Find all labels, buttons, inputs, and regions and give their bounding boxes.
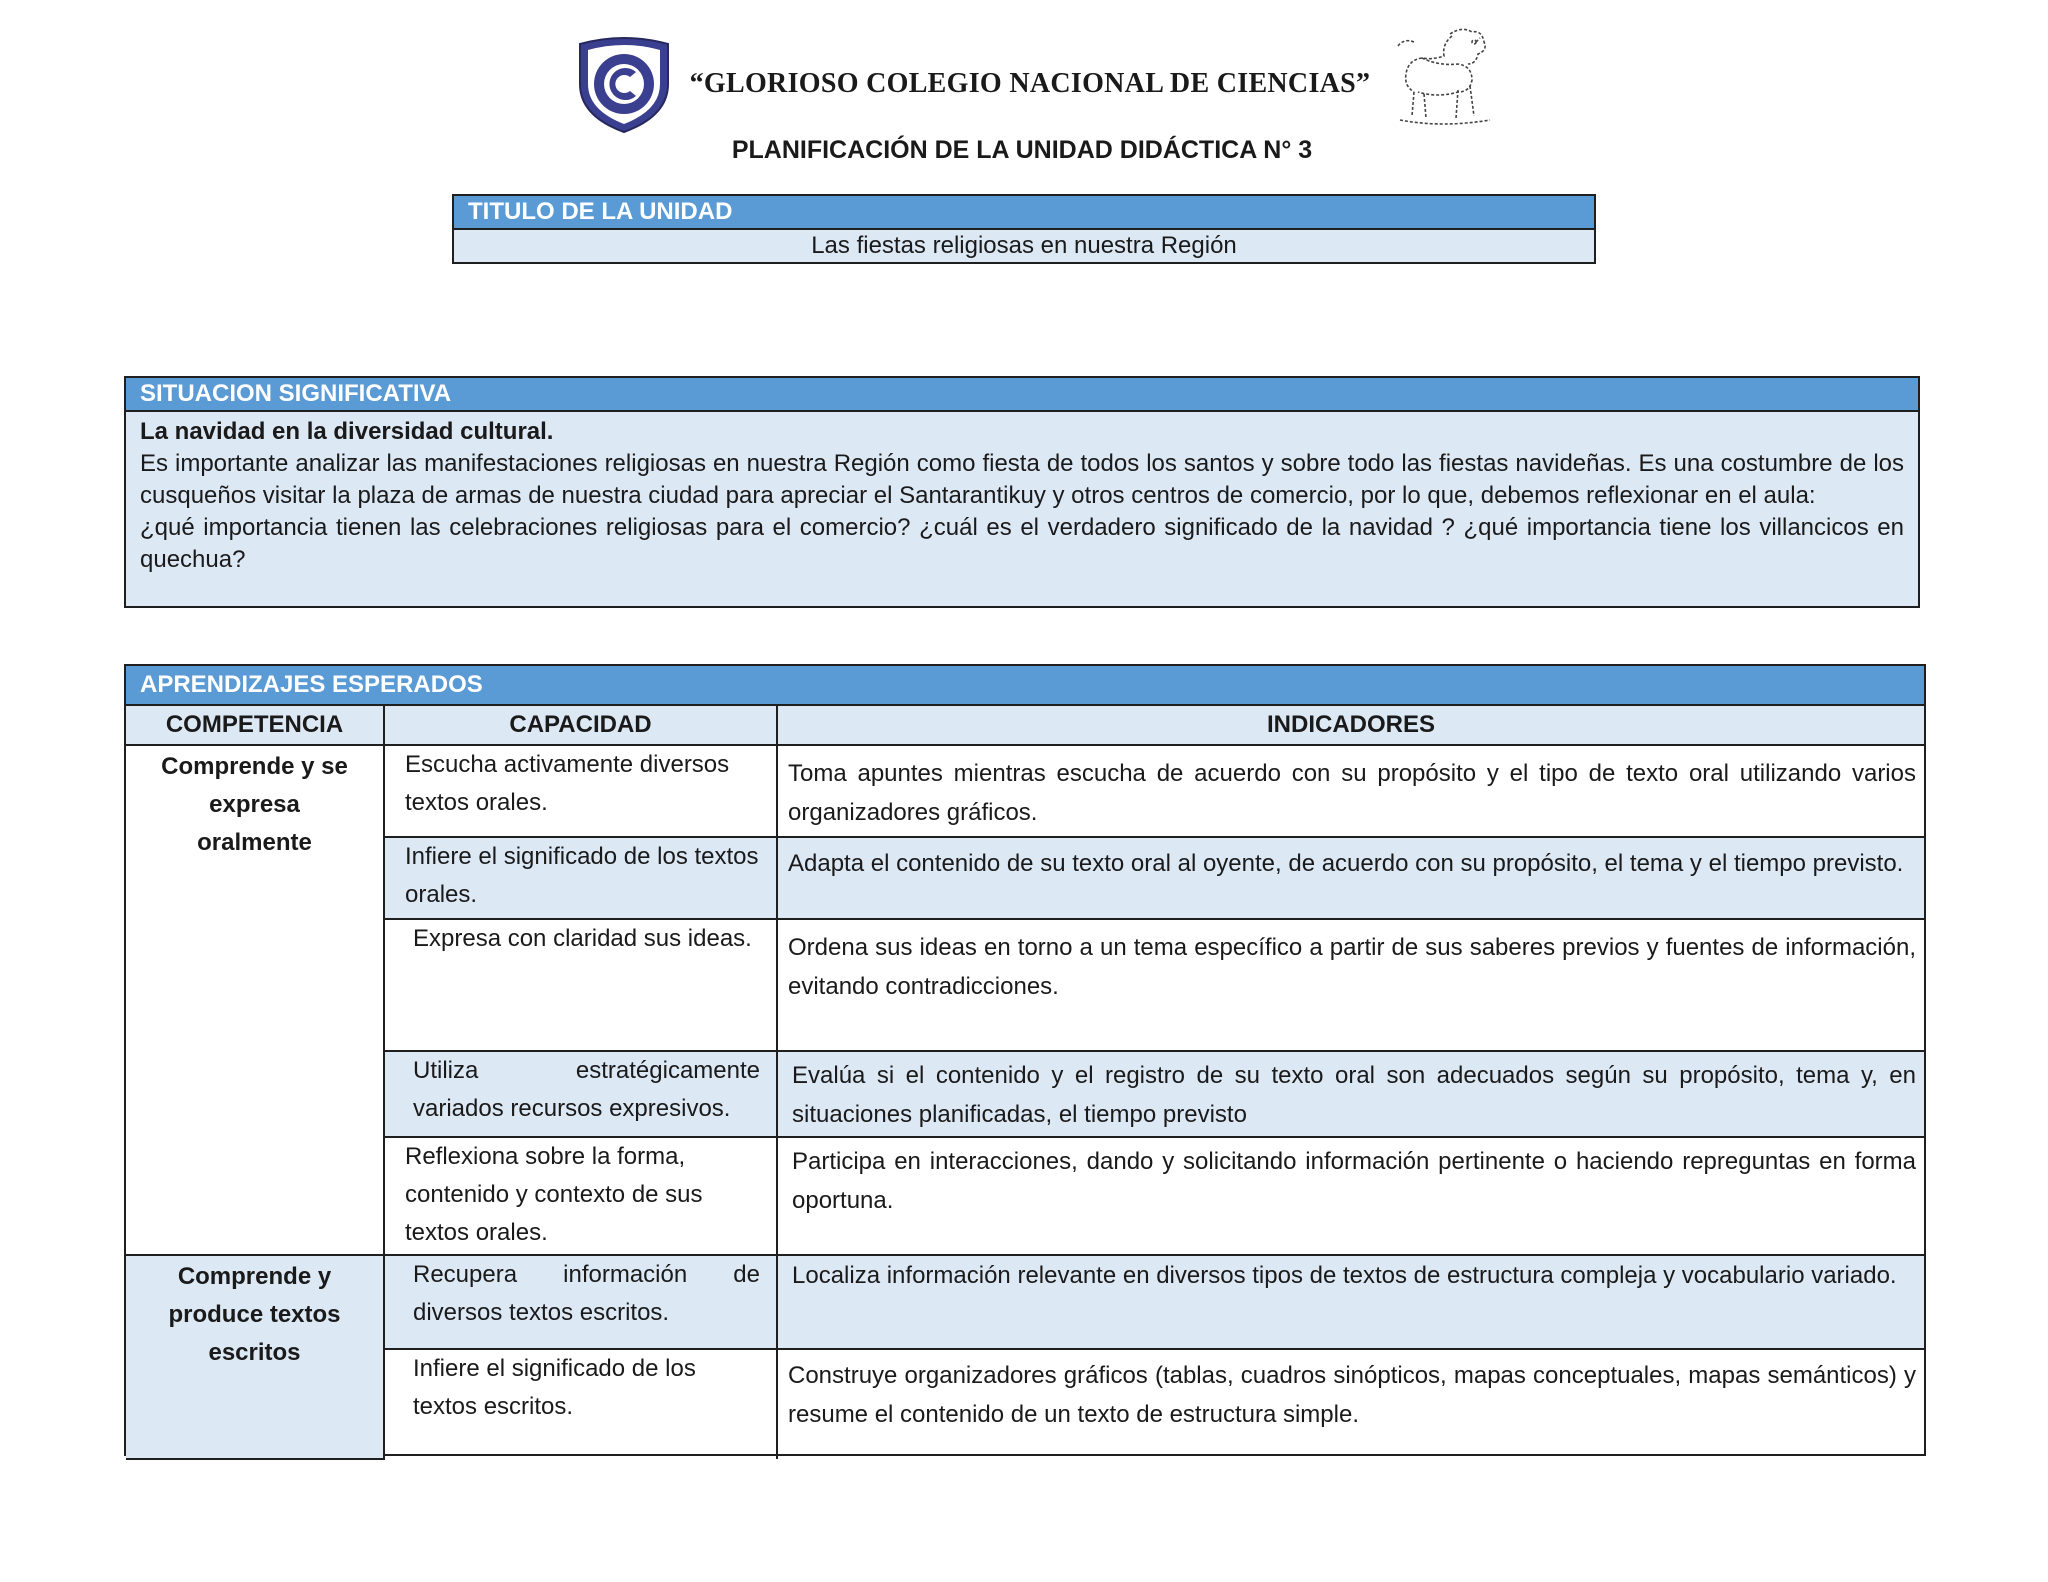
capacity-cell: Reflexiona sobre la forma, contenido y contexto de sus textos orales. — [384, 1137, 777, 1255]
learning-table-box — [124, 664, 1926, 1456]
table-row — [126, 1255, 1924, 1349]
situation-body — [126, 412, 1918, 606]
indicator-cell: Localiza información relevante en diversos tipos de textos de estructura compleja y vocabulario variado. — [777, 1255, 1924, 1349]
learning-label: APRENDIZAJES ESPERADOS — [126, 666, 1924, 706]
indicator-cell: Ordena sus ideas en torno a un tema específico a partir de sus saberes previos y fuentes de información, evitando contradicciones. — [777, 919, 1924, 1051]
table-row — [126, 919, 1924, 1051]
unit-plan-title: PLANIFICACIÓN DE LA UNIDAD DIDÁCTICA N° 3 — [731, 136, 1313, 164]
table-row — [126, 837, 1924, 919]
indicator-cell: Adapta el contenido de su texto oral al oyente, de acuerdo con su propósito, el tema y el tiempo previsto. — [777, 837, 1924, 919]
unit-title-label: TITULO DE LA UNIDAD — [454, 196, 1594, 230]
situation-label: SITUACION SIGNIFICATIVA — [126, 378, 1918, 412]
indicator-cell: Evalúa si el contenido y el registro de su texto oral son adecuados según su propósito, tema y, en situaciones planificadas, el tiempo previsto — [777, 1051, 1924, 1137]
table-row — [126, 745, 1924, 837]
capacity-cell: Infiere el significado de los textos orales. — [384, 837, 777, 919]
unit-title-box — [452, 194, 1596, 264]
capacity-cell: Recupera información de diversos textos escritos. — [384, 1255, 777, 1349]
unit-title-value: Las fiestas religiosas en nuestra Región — [454, 230, 1594, 262]
competency-cell: Comprende y produce textos escritos — [126, 1255, 384, 1459]
school-crest-logo — [574, 34, 674, 134]
llama-emblem-logo — [1392, 20, 1496, 132]
table-row — [126, 1349, 1924, 1459]
indicator-cell: Participa en interacciones, dando y solicitando información pertinente o haciendo repreguntas en forma oportuna. — [777, 1137, 1924, 1255]
indicator-cell: Construye organizadores gráficos (tablas, cuadros sinópticos, mapas conceptuales, mapas semánticos) y resume el contenido de un texto de estructura simple. — [777, 1349, 1924, 1459]
column-header-capacidad: CAPACIDAD — [384, 706, 777, 745]
competency-cell: Comprende y se expresa oralmente — [126, 745, 384, 1255]
table-row — [126, 1137, 1924, 1255]
capacity-cell: Infiere el significado de los textos escritos. — [384, 1349, 777, 1459]
column-header-indicadores: INDICADORES — [777, 706, 1924, 745]
table-row — [126, 1051, 1924, 1137]
situation-questions: ¿qué importancia tienen las celebraciones religiosas para el comercio? ¿cuál es el verdadero significado de la navidad ? ¿qué importancia tiene los villancicos en quechua? — [140, 514, 1904, 573]
school-name: “GLORIOSO COLEGIO NACIONAL DE CIENCIAS” — [689, 68, 1371, 99]
capacity-cell: Expresa con claridad sus ideas. — [384, 919, 777, 1051]
situation-heading: La navidad en la diversidad cultural. — [140, 418, 554, 445]
situation-paragraph: Es importante analizar las manifestaciones religiosas en nuestra Región como fiesta de todos los santos y sobre todo las fiestas navideñas. Es una costumbre de los cusqueños visitar la plaza de armas de nuestra ciudad para apreciar el Santarantikuy y otros centros de comercio, por lo que, debemos reflexionar en el aula: — [140, 450, 1904, 509]
learning-table — [126, 706, 1924, 1460]
table-header-row — [126, 706, 1924, 745]
situation-box — [124, 376, 1920, 608]
indicator-cell: Toma apuntes mientras escucha de acuerdo con su propósito y el tipo de texto oral utilizando varios organizadores gráficos. — [777, 745, 1924, 837]
capacity-cell: Escucha activamente diversos textos orales. — [384, 745, 777, 837]
column-header-competencia: COMPETENCIA — [126, 706, 384, 745]
capacity-cell: Utiliza estratégicamente variados recursos expresivos. — [384, 1051, 777, 1137]
